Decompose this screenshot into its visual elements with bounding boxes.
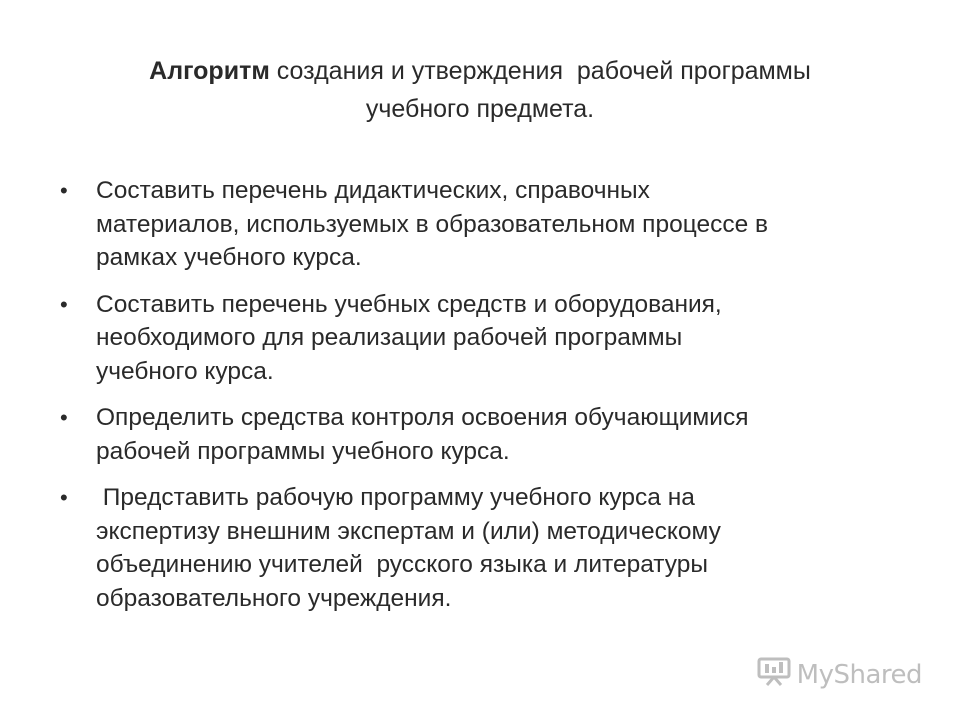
watermark bbox=[757, 657, 922, 692]
bullet-line: образовательного учреждения. bbox=[96, 584, 452, 612]
bullet-marker: • bbox=[60, 405, 68, 430]
bullet-line: Определить средства контроля освоения обучающимися bbox=[96, 404, 749, 431]
bullet-line: Составить перечень дидактических, справочных bbox=[96, 177, 650, 204]
bullet-line: учебного курса. bbox=[96, 357, 274, 385]
bullet-item bbox=[60, 288, 910, 389]
bullet-line: объединению учителей русского языка и литературы bbox=[96, 551, 708, 578]
bullet-line: рабочей программы учебного курса. bbox=[96, 437, 510, 465]
bullet-marker: • bbox=[60, 485, 68, 510]
bullet-line: Представить рабочую программу учебного курса на bbox=[96, 484, 695, 511]
title-bold-word: Алгоритм bbox=[149, 57, 270, 85]
bullet-marker: • bbox=[60, 291, 68, 317]
bullet-line: Составить перечень учебных средств и оборудования, bbox=[96, 290, 722, 318]
bullet-line: материалов, используемых в образовательном процессе в bbox=[96, 210, 769, 238]
title-line-1 bbox=[60, 52, 900, 90]
bullet-item bbox=[60, 401, 910, 468]
bullet-marker: • bbox=[60, 178, 68, 203]
bullet-item bbox=[60, 174, 910, 275]
slide-title bbox=[60, 52, 900, 128]
watermark-text: MyShared bbox=[796, 659, 922, 690]
title-line-1-rest: создания и утверждения рабочей программы bbox=[269, 57, 811, 85]
bullet-line: рамках учебного курса. bbox=[96, 244, 362, 271]
presentation-board-icon bbox=[757, 657, 791, 692]
bullet-item bbox=[60, 481, 910, 615]
bullet-line: необходимого для реализации рабочей программы bbox=[96, 324, 683, 351]
bullet-line: экспертизу внешним экспертам и (или) методическому bbox=[96, 517, 721, 545]
title-line-2: учебного предмета. bbox=[365, 95, 595, 123]
bullet-list bbox=[60, 174, 910, 628]
